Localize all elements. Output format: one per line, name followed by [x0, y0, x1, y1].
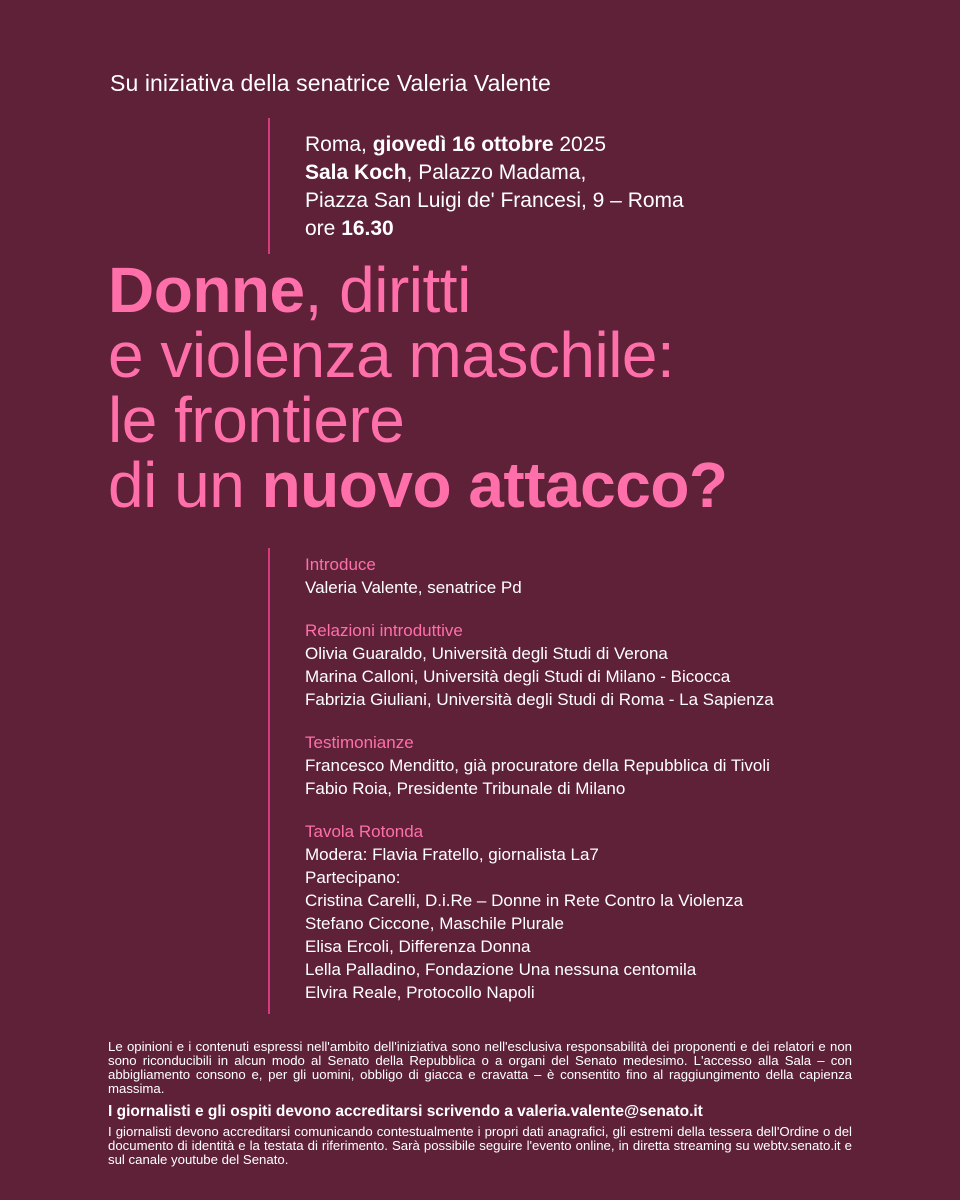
initiative-line: Su iniziativa della senatrice Valeria Valente [110, 70, 551, 96]
section-tavola-rotonda [305, 820, 774, 1004]
section-testimonianze [305, 731, 774, 800]
program [305, 553, 774, 1024]
title-bold-donne: Donne [108, 254, 305, 326]
event-date-line [305, 131, 684, 159]
event-venue-line [305, 159, 684, 187]
event-info [305, 131, 684, 243]
speaker: Lella Palladino, Fondazione Una nessuna centomila [305, 960, 697, 979]
section-label: Testimonianze [305, 733, 414, 752]
event-date: giovedì 16 ottobre [372, 133, 554, 156]
speaker: Marina Calloni, Università degli Studi di Milano - Bicocca [305, 667, 731, 686]
speaker: Stefano Ciccone, Maschile Plurale [305, 914, 564, 933]
moderator: Modera: Flavia Fratello, giornalista La7 [305, 845, 599, 864]
section-label: Relazioni introduttive [305, 621, 463, 640]
speaker: Elvira Reale, Protocollo Napoli [305, 983, 535, 1002]
speaker: Cristina Carelli, D.i.Re – Donne in Rete Contro la Violenza [305, 891, 744, 910]
title-line-4-light: di un [108, 449, 262, 521]
event-year: 2025 [553, 133, 607, 156]
section-relazioni [305, 619, 774, 711]
speaker: Fabrizia Giuliani, Università degli Studi di Roma - La Sapienza [305, 690, 774, 709]
title-line-4 [108, 449, 728, 521]
title-line-1 [108, 254, 728, 326]
event-address: Piazza San Luigi de' Francesi, 9 – Roma [305, 189, 684, 212]
speaker: Fabio Roia, Presidente Tribunale di Milano [305, 779, 626, 798]
participants-heading: Partecipano: [305, 868, 401, 887]
title-line-3: le frontiere [108, 384, 405, 456]
speaker: Elisa Ercoli, Differenza Donna [305, 937, 531, 956]
speaker: Olivia Guaraldo, Università degli Studi di Verona [305, 644, 668, 663]
event-venue: , Palazzo Madama, [406, 161, 587, 184]
section-label: Tavola Rotonda [305, 822, 424, 841]
event-time: 16.30 [341, 217, 394, 240]
disclaimer: Le opinioni e i contenuti espressi nell'ambito dell'iniziativa sono nell'esclusiva responsabilità dei proponenti e dei relatori e non sono riconducibili in alcun modo al Senato della Repubblica o a organi del Senato medesimo. L'accesso alla Sala – con abbigliamento consono e, per gli uomini, obbligo di giacca e cravatta – è consentito fino al raggiungimento della capienza massima. [108, 1039, 852, 1096]
section-introduce [305, 553, 774, 599]
section-label: Introduce [305, 555, 376, 574]
accreditation-notice: I giornalisti e gli ospiti devono accreditarsi scrivendo a valeria.valente@senato.it [108, 1103, 703, 1120]
title-line-2: e violenza maschile: [108, 319, 675, 391]
event-city: Roma, [305, 133, 373, 156]
divider-bottom [268, 548, 270, 1014]
event-title [108, 254, 728, 521]
press-note: I giornalisti devono accreditarsi comunicando contestualmente i propri dati anagrafici, gli estremi della tessera dell'Ordine o del documento di identità e la testata di riferimento. Sarà possibile seguire l'evento online, in diretta streaming su webtv.senato.it e sul canale youtube del Senato. [108, 1124, 852, 1167]
event-time-line [305, 215, 684, 243]
speaker: Valeria Valente, senatrice Pd [305, 578, 522, 597]
divider-top [268, 118, 270, 254]
event-time-prefix: ore [305, 217, 342, 240]
title-bold-nuovo-attacco: nuovo attacco? [261, 449, 728, 521]
event-room: Sala Koch [305, 161, 407, 184]
title-line-1-rest: , diritti [304, 254, 471, 326]
speaker: Francesco Menditto, già procuratore della Repubblica di Tivoli [305, 756, 770, 775]
